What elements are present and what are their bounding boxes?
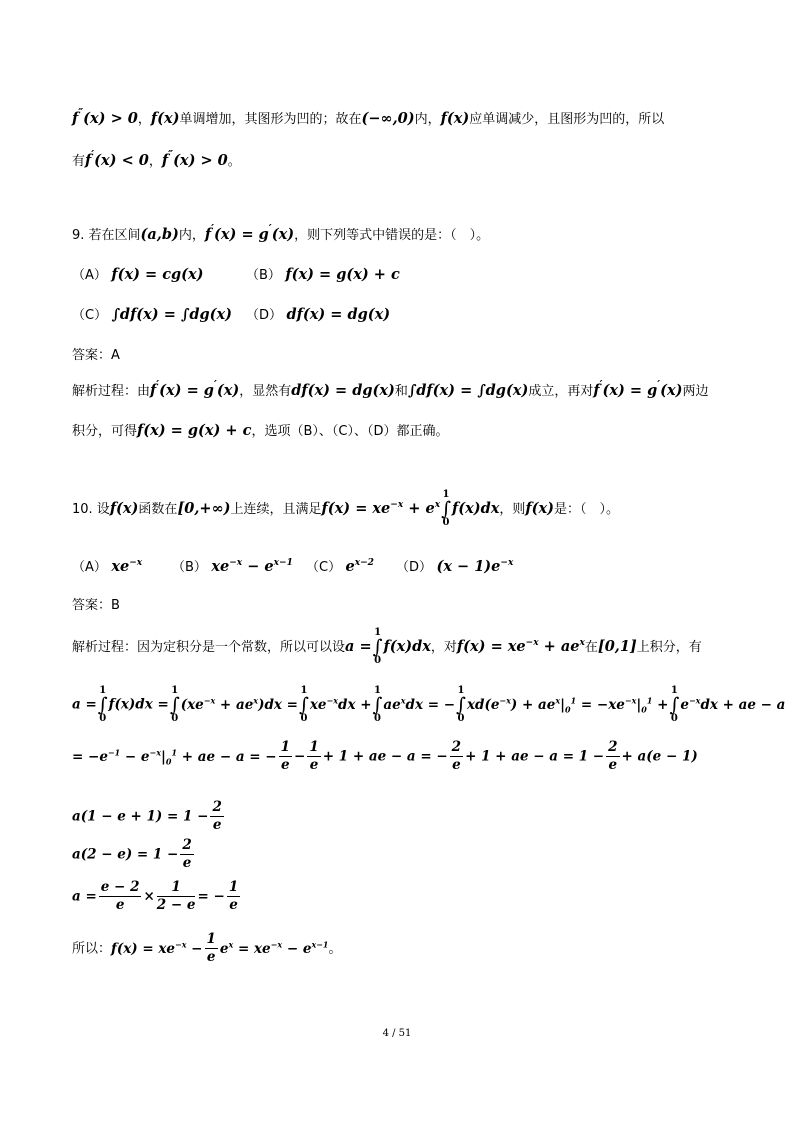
question-10: 10. 设f(x)函数在[0,+∞)上连续，且满足$f(x) = xe^{-x} + e^x$ 1 ∫ 0 f(x)dx，则f(x)是：（ ）。 — [72, 489, 619, 528]
question-9: 9. 若在区间(a,b)内，f′(x) = g′(x)，则下列等式中错误的是：（ ）。 — [72, 222, 490, 243]
option-9d: （D） df(x) = dg(x) — [246, 306, 391, 323]
page-number: 4 / 51 — [382, 1028, 412, 1039]
equation-6: 所以：$f(x) = xe^{-x}$ − $\frac{1}{e}$ $e^x = xe^{-x} - e^{x-1}$。 — [72, 931, 342, 965]
answer-10: 答案：B — [72, 598, 120, 613]
option-10a: （A） $xe^{-x}$ — [72, 558, 143, 575]
equation-5: a = $\frac{e - 2}{e}$ × $\frac{1}{2 - e}$ = − $\frac{1}{e}$ — [72, 879, 239, 913]
option-9c: （C） ∫df(x) = ∫dg(x) — [72, 306, 232, 323]
option-10d: （D） $(x - 1)e^{-x}$ — [396, 558, 514, 575]
equation-3: a(1 − e + 1) = 1 − $\frac{2}{e}$ — [72, 799, 222, 833]
continuation-line-1: f″(x) > 0，f(x)单调增加，其图形为凹的；故在(−∞,0)内，f(x)应单调减少，且图形为凹的，所以 — [72, 106, 665, 127]
option-10c: （C） $e^{x-2}$ — [306, 558, 374, 575]
equation-4: a(2 − e) = 1 − $\frac{2}{e}$ — [72, 837, 192, 871]
equation-2: = $-e^{-1} - e^{-x}|_0^1$ + ae − a = − $\frac{1}{e}$ − $\frac{1}{e}$ + 1 + ae − a = − $\frac{2}{e}$ + 1 + ae − a = 1 − $\frac{2}{e}$ + a(e − 1) — [72, 739, 698, 773]
option-10b: （B） $xe^{-x} - e^{x-1}$ — [172, 558, 293, 575]
answer-9: 答案：A — [72, 348, 120, 363]
solution-9-line-2: 积分，可得f(x) = g(x) + c，选项（B）、（C）、（D）都正确。 — [72, 422, 449, 439]
option-9b: （B） f(x) = g(x) + c — [246, 266, 400, 283]
solution-9-line-1: 解析过程：由f′(x) = g′(x)，显然有df(x) = dg(x)和∫df(x) = ∫dg(x)成立，再对f′(x) = g′(x)两边 — [72, 378, 709, 399]
continuation-line-2: 有f′(x) < 0，f″(x) > 0。 — [72, 148, 241, 169]
equation-1: a = 1 ∫ 0 f(x)dx = 1 ∫ 0 $(xe^{-x} + ae^x)dx$ = 1 ∫ 0 $xe^{-x}dx$ + 1 ∫ 0 $ae^xdx$ = − 1 ∫ 0 $xd(e^{-x}) + ae^x|_0^1 = -xe^{-x}|_0^1$ + 1 ∫ 0 $e^{-x}dx$ + ae − a — [72, 685, 786, 724]
option-9a: （A） f(x) = cg(x) — [72, 266, 204, 283]
solution-10-line-1: 解析过程：因为定积分是一个常数，所以可以设a = 1 ∫ 0 f(x)dx，对$f(x) = xe^{-x} + ae^x$在[0,1]上积分，有 — [72, 627, 702, 666]
